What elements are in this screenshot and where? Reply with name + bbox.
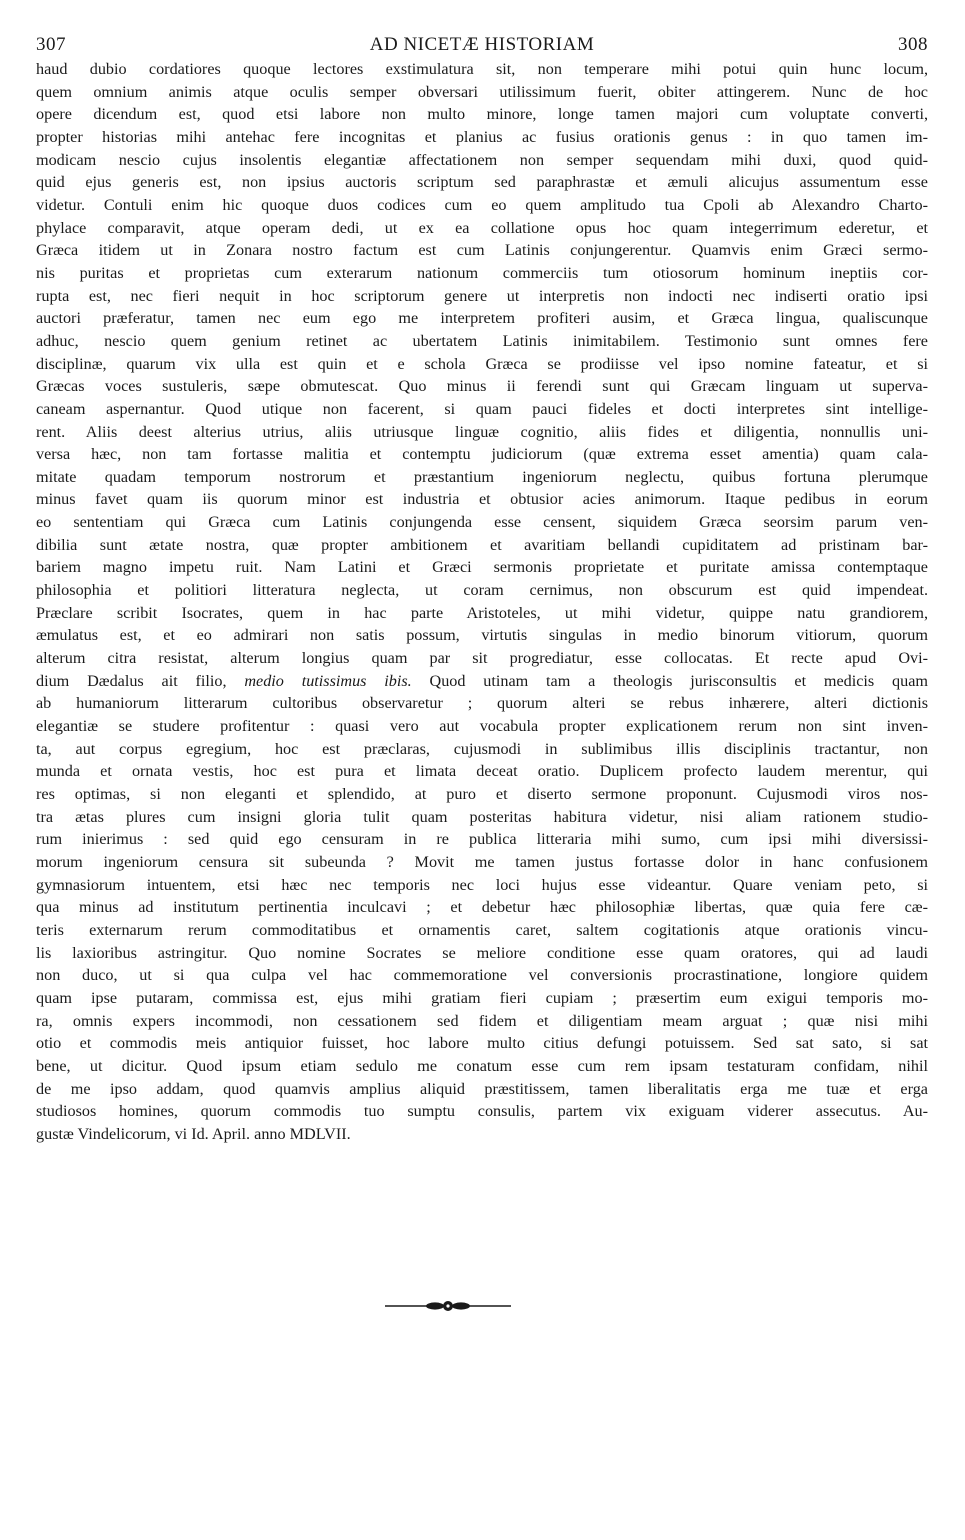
text-line: ab humaniorum litterarum cultoribus observaretur ; quorum alteri se rebus inhærere, alteri dictionis — [36, 694, 928, 713]
text-line: videtur. Contuli enim hic quoque duos codices cum eo quem amplitudo tua Cpoli ab Alexandro Charto- — [36, 195, 928, 214]
text-line: morum ingeniorum censura sit subeunda ? Movit me tamen justus fortasse dolor in hanc confusionem — [36, 852, 928, 871]
page — [36, 28, 928, 1146]
text-line: alterum citra resistat, alterum longius quam par sit progrediatur, esse collocatas. Et recte apud Ovi- — [36, 649, 928, 668]
text-line: phylace comparavit, atque operam dedi, ut ex ea collatione opus hoc quam integerrimum ederetur, et — [36, 218, 928, 237]
running-title: AD NICETÆ HISTORIAM — [369, 34, 595, 55]
text-line: minus favet quam iis quorum minor est industria et obtusior acies animorum. Itaque pedibus in eorum — [36, 490, 928, 509]
text-line: ra, omnis expers incommodi, non cessationem sed fidem et diligentiam meam arguat ; quæ nisi mihi — [36, 1011, 928, 1030]
text-line: gustæ Vindelicorum, vi Id. April. anno MDLVII. — [36, 1124, 351, 1143]
text-line: bariem magno impetu ruit. Nam Latini et Græci sermonis proprietate et puritate amissa contemptaque — [36, 558, 928, 577]
text-line: tra ætas plures cum insigni gloria tulit quam posteritas habitura videtur, nisi aliam rationem studio- — [36, 807, 928, 826]
text-line: ta, aut corpus egregium, hoc est præclaras, cujusmodi in sublimibus illis disciplinis tractantur, non — [36, 739, 928, 758]
page-number-right: 308 — [898, 34, 928, 55]
text-line: eo sententiam qui Græca cum Latinis conjungenda esse censent, siquidem Græca seorsim parum ven- — [36, 513, 928, 532]
page-number-left: 307 — [36, 34, 66, 55]
text-line: dium Dædalus ait filio, medio tutissimus ibis. Quod utinam tam a theologis jurisconsultis et medicis quam — [36, 671, 928, 690]
text-line: elegantiæ se studere profitentur : quasi vero aut vocabula propter explicationem rerum non sint inven- — [36, 717, 928, 736]
text-line: versa hæc, non tam fortasse malitia et contemptu judiciorum (quæ extrema esset amentia) quam cala- — [36, 445, 928, 464]
running-head — [36, 28, 928, 58]
text-line: quam ipse putaram, commissa est, ejus mihi gratiam fieri cupiam ; præsertim eum exigui temporis mo- — [36, 988, 928, 1007]
text-line: rupta est, nec fieri nequit in hoc scriptorum genere ut interpretis non indocti nec indiserti oratio ipsi — [36, 286, 928, 305]
text-line: otio et commodis meis antiquior fuisset, hoc labore multo citius defungi potuissem. Sed sat sato, si sat — [36, 1034, 928, 1053]
text-line: munda et ornata vestis, hoc est pura et limata deceat oratio. Duplicem profecto laudem merentur, qui — [36, 762, 928, 781]
text-line: adhuc, nescio quem genium retinet ac ubertatem Latinis inimitabilem. Testimonio sunt omnes fere — [36, 331, 928, 350]
end-ornament-icon — [383, 1299, 513, 1313]
text-line: Græcas voces sustuleris, sæpe obmutescat. Quo minus ii ferendi sunt qui Græcam linguam ut superva- — [36, 377, 928, 396]
text-line: teris externarum rerum commoditatibus et ornamentis caret, saltem cogitationis atque orationis vincu- — [36, 920, 928, 939]
text-line: propter historias mihi antehac fere incognitas et planius ac fusius orationis genus : in quo tamen im- — [36, 127, 928, 146]
text-line: Præclare scribit Isocrates, quem in hac parte Aristoteles, ut mihi videtur, quippe natu grandiorem, — [36, 603, 928, 622]
text-line: philosophia et politiori litteratura neglecta, ut coram cernimus, non obscurum est quid impendeat. — [36, 581, 928, 600]
text-line: nis puritas et proprietas cum exterarum nationum commerciis tum otiosorum hominum ineptiis cor- — [36, 263, 928, 282]
text-line: modicam nescio cujus insolentis elegantiæ affectationem non semper sequendam mihi duxi, quod quid- — [36, 150, 928, 169]
text-line: res optimas, si non eleganti et splendido, at puro et diserto sermone proponunt. Cujusmodi viros nos- — [36, 785, 928, 803]
text-line: æmulatus est, et eo admirari non satis possum, virtutis singulas in medio binorum vitiorum, quorum — [36, 626, 928, 645]
text-line: rum inierimus : sed quid ego censuram in re publica litteraria mihi sumo, cum ipsi mihi diversissi- — [36, 830, 928, 849]
text-line: dibilia sunt ætate nostra, quæ propter ambitionem et avaritiam bellandi cupiditatem ad pristinam bar- — [36, 535, 928, 554]
text-line: quid ejus generis est, non ipsius auctoris scriptum sed paraphrastæ et æmuli alicujus assumentum esse — [36, 173, 928, 192]
text-line: opere dicendum est, quod etsi labore non multo minore, longe tamen majori cum voluptate converti, — [36, 105, 928, 124]
text-line: caneam aspernantur. Quod utique non facerent, si quam pauci fideles et docti interpretes sint intellige- — [36, 399, 928, 418]
text-line: bene, ut dicitur. Quod ipsum etiam sedulo me conatum esse cum rem ipsam testaturam confidam, nihil — [36, 1056, 928, 1075]
text-line: Græca itidem ut in Zonara nostro factum est cum Latinis conjungerentur. Quamvis enim Græci sermo- — [36, 241, 928, 260]
text-line: studiosos homines, quorum commodis tuo sumptu consulis, partem vix exiguam viderer assecutus. Au- — [36, 1102, 928, 1121]
text-line: gymnasiorum intuentem, etsi hæc nec temporis nec loci hujus esse videantur. Quare veniam peto, si — [36, 875, 928, 894]
body-paragraph — [36, 58, 928, 1146]
text-line: non duco, ut si qua culpa vel hac commemoratione vel conversionis procrastinatione, longiore quidem — [36, 966, 928, 985]
text-line: disciplinæ, quarum vix ulla est quin et e schola Græca se prodiisse vel ipso nomine fateatur, et si — [36, 354, 928, 373]
text-line: auctori præferatur, tamen nec eum ego me interpretem profiteri ausim, et Græca lingua, qualiscunque — [36, 309, 928, 328]
text-line: de me ipso addam, quod quamvis amplius aliquid præstitissem, tamen liberalitatis erga me tuæ et erga — [36, 1079, 928, 1098]
text-line: haud dubio cordatiores quoque lectores exstimulatura sit, non temperare mihi potui quin hunc locum, — [36, 60, 928, 78]
text-line: rent. Aliis deest alterius utrius, aliis utriusque linguæ cognitio, aliis fides et diligentia, nonnullis uni- — [36, 422, 928, 441]
text-line: quem omnium animis atque oculis semper obversari utilissimum fuerit, obiter attingerem. Nunc de hoc — [36, 82, 928, 101]
text-line: mitate quadam temporum nostrorum et præstantium ingeniorum neglectu, quibus fortuna plerumque — [36, 467, 928, 486]
text-line: lis laxioribus astringitur. Quo nomine Socrates se meliore conditione esse quam oratores, qui ad laudi — [36, 943, 928, 962]
text-line: qua minus ad institutum pertinentia inculcavi ; et debetur hæc philosophiæ libertas, quæ quia fere cæ- — [36, 898, 928, 917]
